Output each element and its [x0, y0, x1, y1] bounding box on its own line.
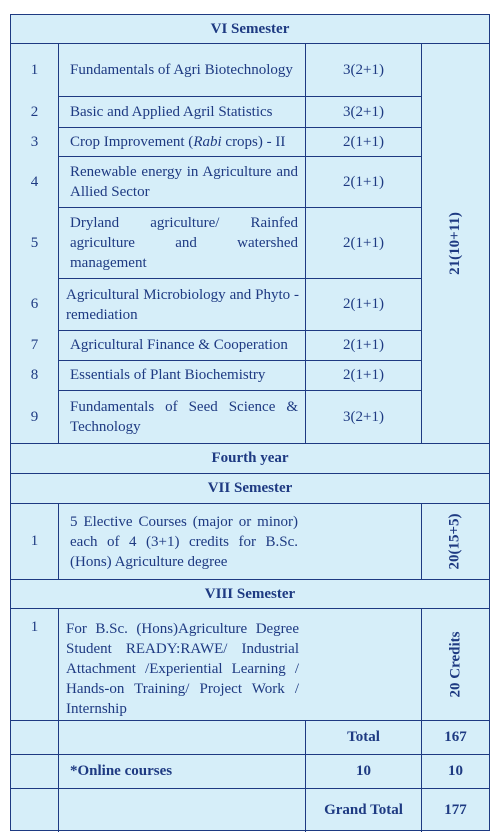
row-number: 9	[30, 408, 39, 425]
row-number: 7	[30, 337, 39, 353]
row-number: 3	[30, 133, 39, 150]
course-credits: 2(1+1)	[343, 173, 384, 190]
course-name-part: Crop Improvement (	[70, 133, 194, 150]
course-name-italic: Rabi	[193, 133, 222, 150]
grand-total-label: Grand Total	[324, 801, 403, 818]
row-number: 2	[30, 103, 39, 120]
course-credits: 3(2+1)	[343, 408, 384, 425]
semester-8-header: VIII Semester	[204, 585, 296, 602]
column-divider	[58, 43, 59, 443]
online-courses-credits: 10	[356, 763, 371, 779]
course-name: Essentials of Plant Biochemistry	[70, 367, 266, 383]
row-number: 8	[30, 367, 39, 383]
course-name: Dryland agriculture/ Rainfed agriculture and watershed management	[70, 215, 298, 271]
course-credits: 3(2+1)	[343, 61, 384, 78]
course-name	[70, 128, 302, 156]
row-number: 4	[30, 173, 39, 190]
online-courses-value: 10	[448, 763, 463, 779]
course-name: Agricultural Microbiology and Phyto -remediation	[66, 286, 299, 323]
semester-7-total	[422, 504, 489, 579]
fourth-year-header: Fourth year	[211, 450, 289, 466]
course-name: Agricultural Finance & Cooperation	[70, 337, 288, 353]
row-number: 1	[30, 619, 39, 635]
row-number: 1	[30, 61, 39, 78]
course-name: Renewable energy in Agriculture and Allied Sector	[70, 164, 298, 200]
curriculum-table	[10, 14, 490, 831]
row-number: 5	[30, 234, 39, 251]
course-credits: 2(1+1)	[343, 367, 384, 383]
semester-7-header: VII Semester	[207, 480, 293, 496]
grand-total-value: 177	[444, 801, 467, 818]
course-name: Fundamentals of Seed Science & Technology	[70, 399, 298, 435]
online-courses-label: *Online courses	[70, 763, 173, 779]
row-number: 1	[30, 533, 39, 549]
course-credits: 2(1+1)	[343, 337, 384, 353]
column-divider	[58, 503, 59, 579]
course-name-part: crops) - II	[221, 133, 286, 150]
course-name: Fundamentals of Agri Biotechnology	[70, 62, 293, 78]
total-value: 167	[444, 729, 467, 745]
course-name: 5 Elective Courses (major or minor) each of 4 (3+1) credits for B.Sc. (Hons) Agriculture degree	[70, 513, 298, 570]
semester-6-total	[422, 44, 489, 443]
semester-8-total	[422, 609, 489, 720]
row-number: 6	[30, 296, 39, 312]
total-label: Total	[347, 729, 380, 745]
course-name: For B.Sc. (Hons)Agriculture Degree Student READY:RAWE/ Industrial Attachment /Experiential Learning / Hands-on Training/ Project Work / Internship	[66, 621, 299, 717]
column-divider	[58, 608, 59, 832]
semester-6-total-value: 21(10+11)	[447, 212, 463, 275]
semester-8-total-value: 20 Credits	[446, 631, 463, 698]
course-credits: 3(2+1)	[343, 103, 384, 120]
course-credits: 2(1+1)	[343, 133, 384, 150]
course-credits: 2(1+1)	[343, 296, 384, 312]
semester-6-header: VI Semester	[210, 20, 290, 37]
semester-7-total-value: 20(15+5)	[446, 513, 463, 570]
course-credits: 2(1+1)	[343, 234, 384, 251]
course-name: Basic and Applied Agril Statistics	[70, 104, 273, 120]
